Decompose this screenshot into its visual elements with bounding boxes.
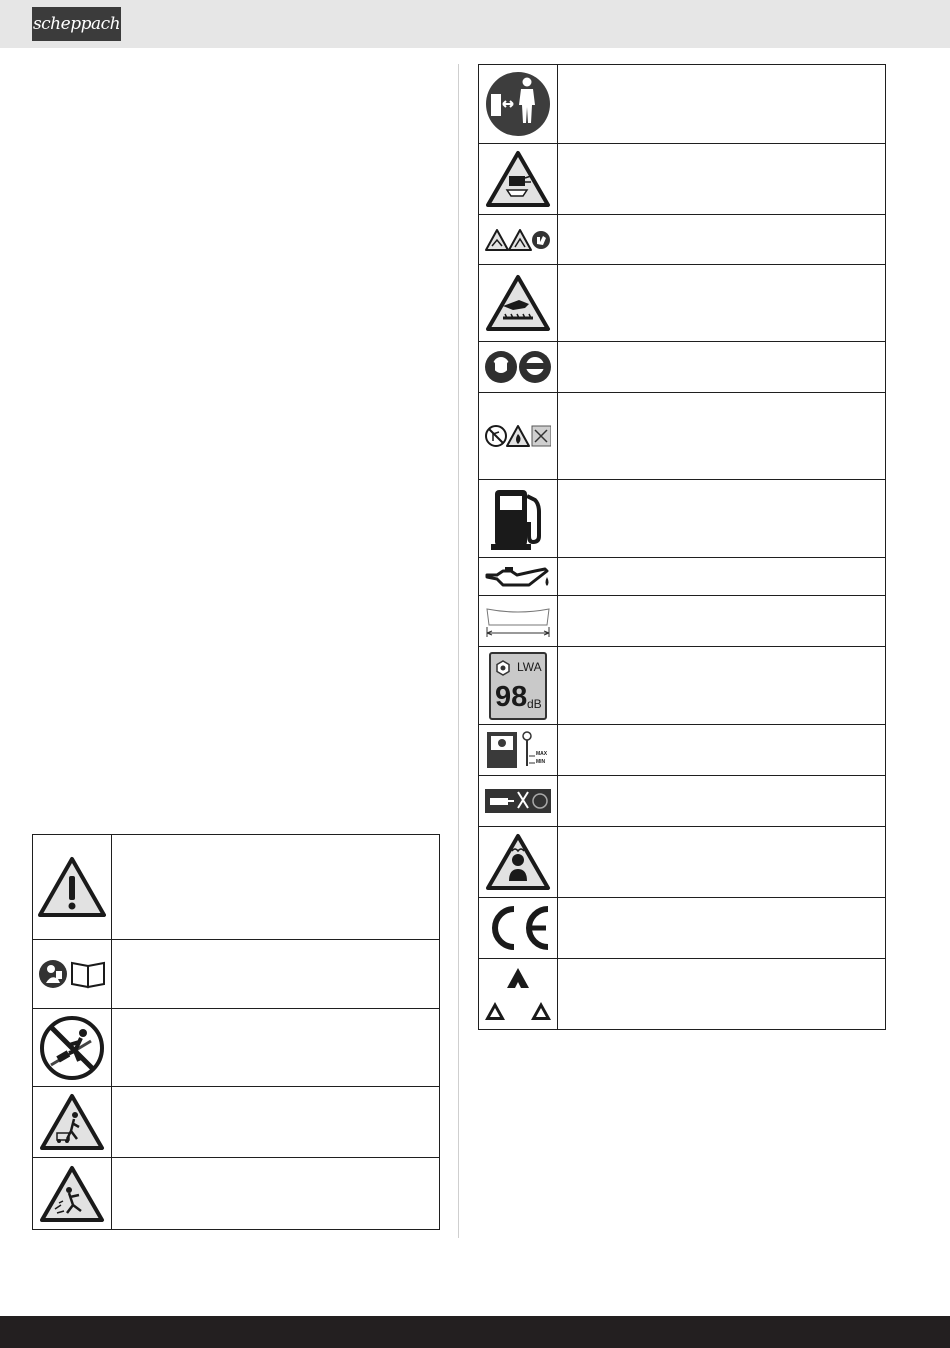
symbol-description bbox=[112, 940, 440, 1009]
symbol-row bbox=[479, 215, 886, 265]
symbol-row bbox=[479, 265, 886, 342]
read-manual-icon bbox=[33, 940, 112, 1009]
symbol-description bbox=[558, 898, 886, 959]
ce-mark-icon bbox=[479, 898, 558, 959]
symbol-row bbox=[479, 480, 886, 558]
column-divider bbox=[458, 64, 459, 1238]
symbol-row bbox=[33, 1087, 440, 1158]
fuel-pump-icon bbox=[479, 480, 558, 558]
oil-can-icon bbox=[479, 558, 558, 596]
oil-level-dipstick-icon bbox=[479, 725, 558, 776]
toxic-fumes-warning-icon bbox=[479, 827, 558, 898]
symbol-description bbox=[112, 1087, 440, 1158]
symbol-description bbox=[558, 827, 886, 898]
page-header bbox=[0, 0, 950, 48]
fuel-hazard-warnings-icon bbox=[479, 215, 558, 265]
disconnect-spark-plug-icon bbox=[479, 776, 558, 827]
cutting-width-icon bbox=[479, 596, 558, 647]
symbol-description bbox=[558, 647, 886, 725]
symbol-description bbox=[112, 835, 440, 940]
no-mowing-on-slopes-icon bbox=[33, 1009, 112, 1087]
symbol-description bbox=[558, 776, 886, 827]
symbol-description bbox=[558, 265, 886, 342]
symbol-row bbox=[479, 558, 886, 596]
symbol-row bbox=[33, 835, 440, 940]
sound-power-level-icon bbox=[479, 647, 558, 725]
symbol-description bbox=[558, 725, 886, 776]
scheppach-logo: scheppach bbox=[32, 7, 121, 41]
recycling-triangle-icon bbox=[479, 959, 558, 1030]
max-label: MAX bbox=[536, 751, 548, 757]
symbol-row bbox=[479, 342, 886, 393]
hand-injury-blade-warning-icon bbox=[479, 265, 558, 342]
symbol-row bbox=[33, 940, 440, 1009]
symbol-description bbox=[558, 959, 886, 1030]
cutting-hazard-warning-icon bbox=[479, 144, 558, 215]
symbol-row bbox=[479, 898, 886, 959]
symbol-description bbox=[558, 558, 886, 596]
sound-value: 98 bbox=[495, 680, 528, 713]
page-footer-bar bbox=[0, 1316, 950, 1348]
symbol-description bbox=[558, 393, 886, 480]
thrown-objects-warning-icon bbox=[33, 1087, 112, 1158]
symbol-row bbox=[479, 144, 886, 215]
sound-unit: dB bbox=[527, 696, 542, 711]
symbol-row bbox=[479, 647, 886, 725]
general-warning-triangle-icon bbox=[33, 835, 112, 940]
symbol-description bbox=[558, 480, 886, 558]
symbol-description bbox=[112, 1158, 440, 1230]
rotating-blade-warning-icon bbox=[33, 1158, 112, 1230]
symbol-row bbox=[33, 1158, 440, 1230]
symbol-row bbox=[479, 827, 886, 898]
symbol-row bbox=[479, 596, 886, 647]
wear-ear-eye-protection-icon bbox=[479, 342, 558, 393]
symbol-description bbox=[558, 342, 886, 393]
keep-distance-icon bbox=[479, 65, 558, 144]
no-fire-no-smoking-icon bbox=[479, 393, 558, 480]
symbol-row bbox=[479, 776, 886, 827]
symbol-table-right bbox=[478, 64, 886, 1030]
symbol-row bbox=[33, 1009, 440, 1087]
symbol-table-left bbox=[32, 834, 440, 1230]
sound-badge-icon bbox=[495, 660, 511, 676]
symbol-description bbox=[558, 65, 886, 144]
symbol-row bbox=[479, 65, 886, 144]
symbol-description bbox=[112, 1009, 440, 1087]
symbol-row bbox=[479, 725, 886, 776]
symbol-row bbox=[479, 393, 886, 480]
min-label: MIN bbox=[536, 759, 546, 765]
symbol-row bbox=[479, 959, 886, 1030]
symbol-description bbox=[558, 215, 886, 265]
symbol-description bbox=[558, 596, 886, 647]
symbol-description bbox=[558, 144, 886, 215]
lwa-label: LWA bbox=[517, 659, 542, 674]
